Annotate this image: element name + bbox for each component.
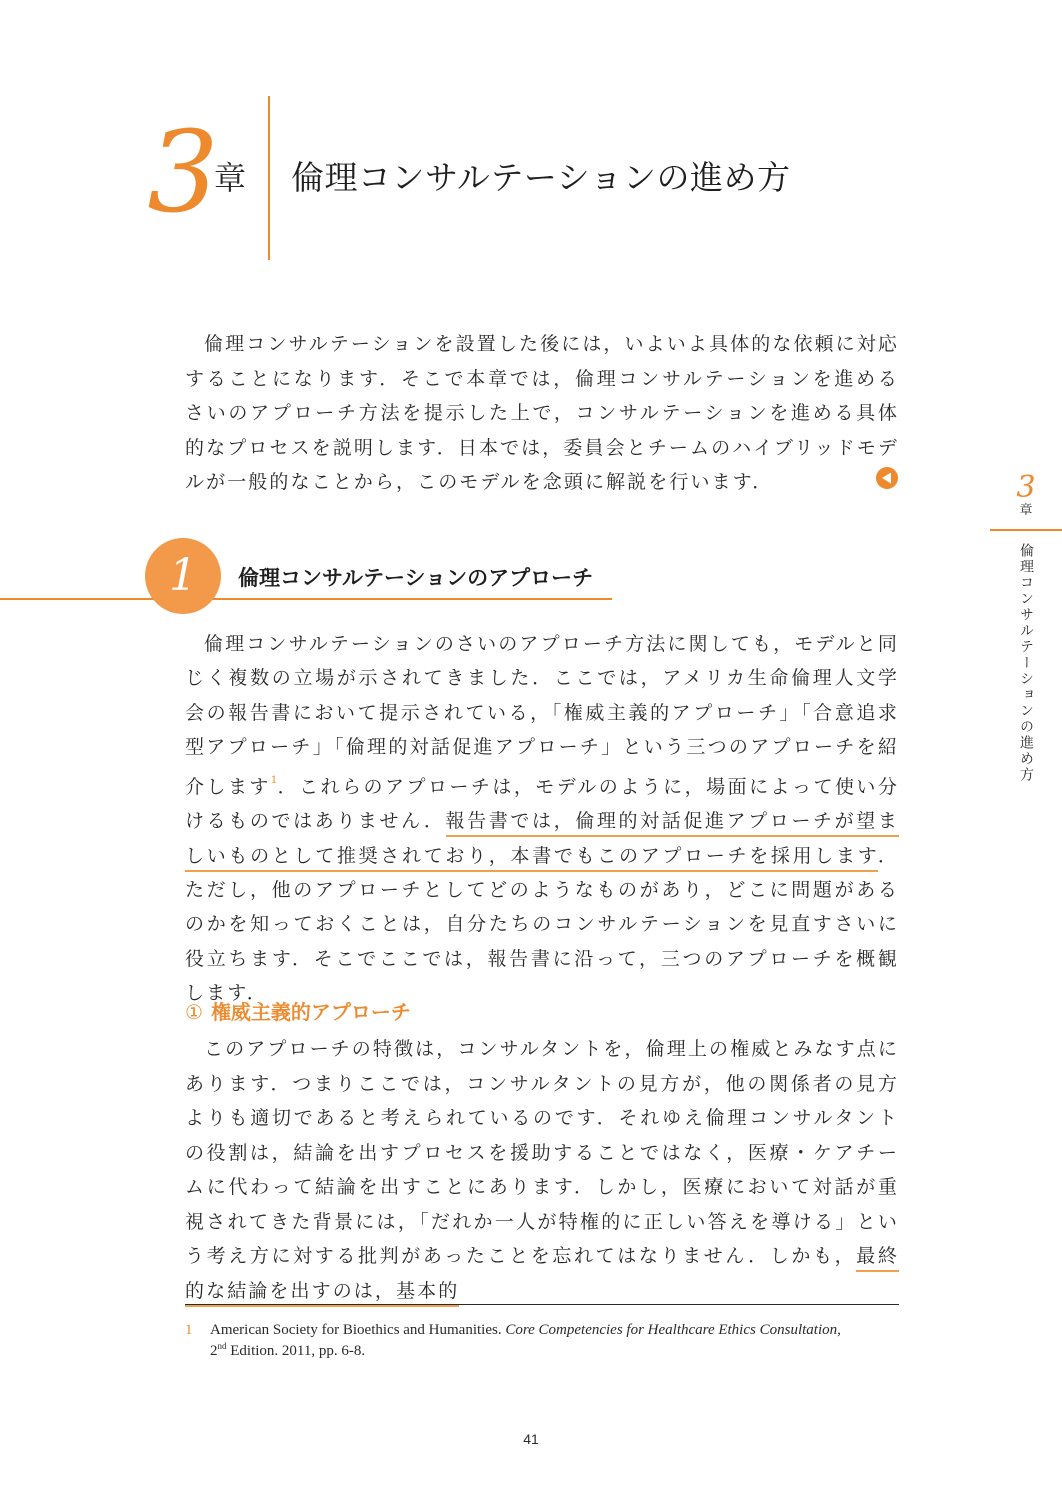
chapter-title: 倫理コンサルテーションの進め方 [291,158,791,197]
subsection-heading [185,996,411,1028]
chapter-number: 3 [147,108,219,238]
page-number: 41 [523,1431,539,1447]
footnote-source: American Society for Bioethics and Humanities. [210,1322,502,1338]
highlighted-text: 最終的な結論を出すのは，基本的 [185,1245,899,1307]
subsection-body [185,1032,899,1308]
footnote-reference[interactable]: 1 [270,775,278,787]
subsection-paragraph [185,1032,899,1308]
subsection-text-part: このアプローチの特徴は，コンサルタントを，倫理上の権威とみなす点にあります．つまりここでは，コンサルタントの見方が，他の関係者の見方よりも適切であると考えられているのです．それゆえ倫理コンサルタントの役割は，結論を出すプロセスを援助することではなく，医療・ケアチームに代わって結論を出すことにあります．しかし，医療において対話が重視されてきた背景には，「だれか一人が特権的に正しい答えを導ける」という考え方に対する批判があったことを忘れてはなりません．しかも， [185,1038,899,1267]
section-title: 倫理コンサルテーションのアプローチ [238,566,594,590]
subsection-marker: ① [185,1000,203,1024]
section-text-part: ．これらのアプローチは，モデルのように，場面によって使い分けるものではありません． [185,776,899,833]
section-text-part: ．ただし，他のアプローチとしてどのようなものがあり，どこに問題があるのかを知っておくことは，自分たちのコンサルテーションを見直すさいに役立ちます．そこでここでは，報告書に沿って，三つのアプローチを概観します． [185,844,899,1004]
section-body [185,627,899,1010]
footnote-edition-sup: nd [217,1341,227,1351]
footnote-edition-text: Edition. 2011, pp. 6-8. [230,1343,366,1359]
section-text-part: 倫理コンサルテーションのさいのアプローチ方法に関しても，モデルと同じく複数の立場が示されてきました．ここでは，アメリカ生命倫理人文学会の報告書において提示されている，「権威主義的アプローチ」「合意追求型アプローチ」「倫理的対話促進アプローチ」という三つのアプローチを紹介します [185,633,899,799]
chapter-divider [268,96,270,260]
section-paragraph [185,627,899,1010]
footnote-title: Core Competencies for Healthcare Ethics Consultation, [505,1322,841,1338]
left-triangle-icon [876,467,898,489]
back-icon[interactable] [876,467,898,489]
side-tab-label: 章 [1019,503,1033,518]
footnote-number: 1 [185,1322,193,1338]
highlighted-text: 報告書では，倫理的対話促進アプローチが望ましいものとして推奨されており，本書でもこのアプローチを採用します [185,810,899,871]
footnote [185,1320,899,1362]
section-rule [0,598,612,600]
chapter-label: 章 [214,159,247,197]
side-tab-number: 3 [1016,470,1036,505]
side-tab-rule [990,529,1062,531]
subsection-title: 権威主義的アプローチ [210,1000,411,1024]
intro-text: 倫理コンサルテーションを設置した後には，いよいよ具体的な依頼に対応することになります．そこで本章では，倫理コンサルテーションを進めるさいのアプローチ方法を提示した上で，コンサルテーションを進める具体的なプロセスを説明します．日本では，委員会とチームのハイブリッドモデルが一般的なことから，このモデルを念頭に解説を行います． [185,333,899,493]
footnote-edition-num: 2 [210,1343,218,1359]
footnote-text [210,1320,899,1362]
side-tab-title: 倫理コンサルテーションの進め方 [1018,543,1034,783]
footnote-divider [185,1304,899,1305]
intro-paragraph [185,327,899,500]
section-number: 1 [169,550,197,601]
